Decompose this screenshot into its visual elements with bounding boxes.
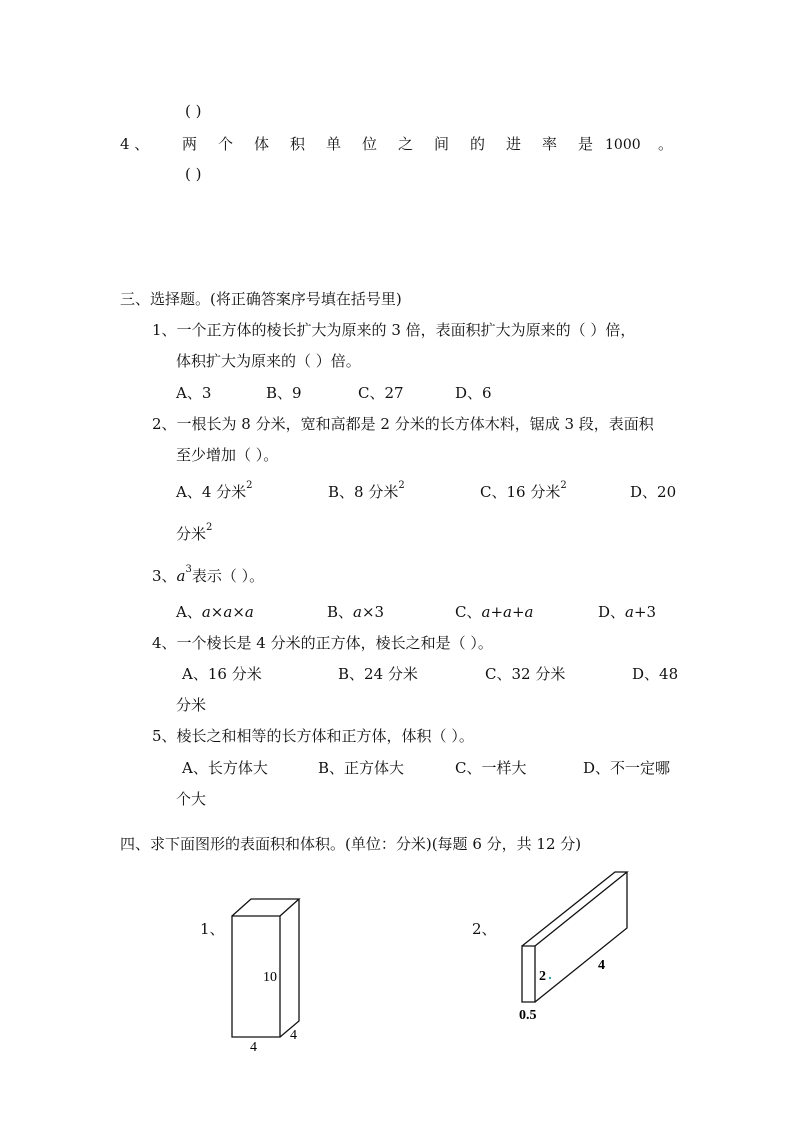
figure-2-dot xyxy=(549,977,551,979)
q1-option-b: B、9 xyxy=(266,384,302,402)
figure-2-cuboid xyxy=(512,865,637,1025)
q3-option-b: B、a×3 xyxy=(327,603,385,621)
q4-option-d: D、48 xyxy=(632,665,679,683)
section-3-title: 三、选择题。(将正确答案序号填在括号里) xyxy=(120,290,402,308)
q1-line1: 1、一个正方体的棱长扩大为原来的 3 倍，表面积扩大为原来的（ ）倍， xyxy=(152,321,636,339)
q3-option-c: C、a+a+a xyxy=(455,603,534,621)
q3-line1: 3、$a^3$表示（ ）。 xyxy=(152,564,265,585)
q1-line2: 体积扩大为原来的（ ）倍。 xyxy=(176,352,361,370)
figure-1-top-face xyxy=(232,899,299,916)
figure-1-depth-label: 4 xyxy=(290,1028,297,1043)
q4-option-d-unit: 分米 xyxy=(176,696,207,714)
q4-option-b: B、24 分米 xyxy=(338,665,418,683)
figure-2-length-label: 4 xyxy=(598,958,605,973)
q5-option-d-wrap: 个大 xyxy=(176,790,207,808)
q3-option-a: A、a×a×a xyxy=(176,603,254,621)
figure-1-label: 1、 xyxy=(200,920,225,938)
q3-option-d: D、a+3 xyxy=(598,603,657,621)
q1-option-c: C、27 xyxy=(358,384,404,402)
judgment-item-4-value: 1000 xyxy=(605,137,641,153)
figure-2-height-label: 2 xyxy=(539,969,546,984)
q5-option-a: A、长方体大 xyxy=(182,759,268,777)
q4-option-a: A、16 分米 xyxy=(182,665,262,683)
q5-line1: 5、棱长之和相等的长方体和正方体，体积（ ）。 xyxy=(152,727,474,745)
judgment-item-4-period: 。 xyxy=(658,135,674,153)
q5-option-d: D、不一定哪 xyxy=(583,759,671,777)
judgment-item-4-text: 两个体积单位之间的进率是 xyxy=(182,135,615,153)
q2-option-a: A、4 分米$^2$ xyxy=(176,480,253,501)
q4-line1: 4、一个棱长是 4 分米的正方体，棱长之和是（ ）。 xyxy=(152,634,493,652)
figure-1-side-face xyxy=(280,899,299,1037)
q2-option-c: C、16 分米$^2$ xyxy=(480,480,567,501)
q1-option-d: D、6 xyxy=(455,384,492,402)
q2-option-b: B、8 分米$^2$ xyxy=(328,480,405,501)
q2-option-d: D、20 xyxy=(630,483,677,501)
figure-2-side-face xyxy=(535,872,627,1002)
figure-2-front-face xyxy=(522,946,535,1002)
figure-1-cuboid xyxy=(225,895,310,1055)
figure-2-width-label: 0.5 xyxy=(519,1008,537,1023)
judgment-item-4-number: 4 、 xyxy=(120,135,150,153)
q5-option-c: C、一样大 xyxy=(455,759,527,777)
q2-option-d-unit: 分米$^2$ xyxy=(176,522,213,543)
section-4-title: 四、求下面图形的表面积和体积。(单位：分米)(每题 6 分，共 12 分) xyxy=(120,835,582,853)
q2-line2: 至少增加（ ）。 xyxy=(176,446,279,464)
q5-option-b: B、正方体大 xyxy=(318,759,405,777)
answer-paren-4: ( ) xyxy=(185,165,202,183)
answer-paren-3: ( ) xyxy=(185,102,202,120)
figure-1-height-label: 10 xyxy=(263,970,277,985)
figure-1-width-label: 4 xyxy=(250,1040,257,1055)
q4-option-c: C、32 分米 xyxy=(485,665,566,683)
q1-option-a: A、3 xyxy=(176,384,212,402)
figure-2-top-face xyxy=(522,872,627,946)
figure-2-label: 2、 xyxy=(472,920,497,938)
q2-line1: 2、一根长为 8 分米，宽和高都是 2 分米的长方体木料，锯成 3 段，表面积 xyxy=(152,415,654,433)
